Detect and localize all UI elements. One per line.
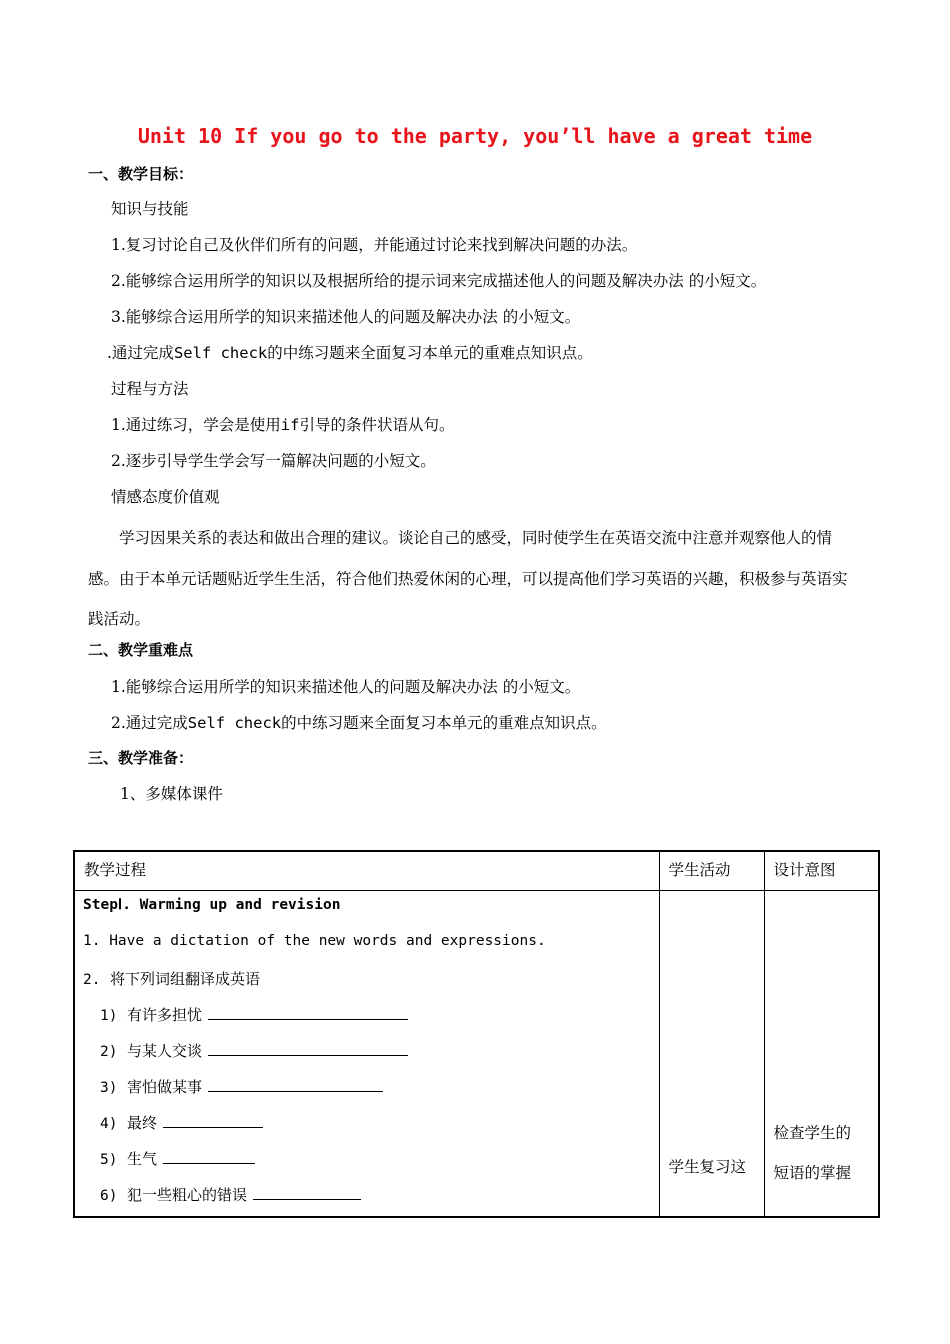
phrase-item: 3) 害怕做某事 — [100, 1076, 383, 1097]
step-line-1: 1. Have a dictation of the new words and expressions. — [83, 933, 546, 949]
process-item-1-prefix: 1.通过练习，学会是使用 — [111, 416, 281, 434]
keypoint-item-2-prefix: 2.通过完成 — [111, 714, 188, 732]
design-intent-line-1: 检查学生的 — [773, 1124, 852, 1142]
step-line-2-num: 2. — [83, 972, 101, 988]
phrase-item: 4) 最终 — [100, 1112, 263, 1133]
student-activity-text: 学生复习这 — [668, 1158, 747, 1176]
objective-item-4-mono: Self check — [173, 344, 268, 362]
objective-item-4-suffix: 的中练习题来全面复习本单元的重难点知识点。 — [267, 344, 593, 362]
section1-heading: 一、教学目标： — [88, 165, 194, 183]
objective-item-4-prefix: .通过完成 — [107, 344, 174, 362]
section3-heading: 三、教学准备： — [88, 749, 194, 767]
document-title: Unit 10 If you go to the party, you’ll have a great time — [137, 124, 813, 148]
answer-blank — [163, 1113, 263, 1128]
phrase-item: 2) 与某人交谈 — [100, 1040, 408, 1061]
step-line-2 — [83, 968, 260, 989]
objective-item-3: 3.能够综合运用所学的知识来描述他人的问题及解决办法 的小短文。 — [111, 308, 581, 326]
keypoint-item-2-mono: Self check — [187, 714, 282, 732]
phrase-item: 6) 犯一些粗心的错误 — [100, 1184, 361, 1205]
answer-blank — [163, 1149, 255, 1164]
header-student-activity: 学生活动 — [659, 851, 764, 891]
answer-blank — [253, 1185, 361, 1200]
student-activity-cell — [659, 891, 764, 1218]
step-line-2-text: 将下列词组翻译成英语 — [110, 970, 261, 988]
process-item-1-suffix: 引导的条件状语从句。 — [299, 416, 455, 434]
phrase-item: 1) 有许多担忧 — [100, 1004, 408, 1025]
attitude-paragraph: 学习因果关系的表达和做出合理的建议。谈论自己的感受，同时使学生在英语交流中注意并观察他人的情感。由于本单元话题贴近学生生活，符合他们热爱休闲的心理，可以提高他们学习英语的兴趣，积极参与英语实践活动。 — [88, 529, 848, 628]
phrase-item: 5) 生气 — [100, 1148, 255, 1169]
answer-blank — [208, 1077, 383, 1092]
section2-heading: 二、教学重难点 — [88, 641, 194, 659]
subheading-process: 过程与方法 — [111, 380, 189, 398]
answer-blank — [208, 1041, 408, 1056]
prep-item-1: 1、多媒体课件 — [120, 785, 223, 803]
process-item-2: 2.逐步引导学生学会写一篇解决问题的小短文。 — [111, 452, 436, 470]
objective-item-4 — [107, 343, 593, 363]
teaching-process-table — [73, 850, 880, 1218]
keypoint-item-2-suffix: 的中练习题来全面复习本单元的重难点知识点。 — [281, 714, 607, 732]
table-header-row — [74, 851, 879, 891]
header-design-intent: 设计意图 — [764, 851, 879, 891]
table-row — [74, 891, 879, 1218]
objective-item-2: 2.能够综合运用所学的知识以及根据所给的提示词来完成描述他人的问题及解决办法 的小短文。 — [111, 272, 767, 290]
answer-blank — [208, 1005, 408, 1020]
design-intent-line-2: 短语的掌握 — [773, 1164, 852, 1182]
keypoint-item-2 — [111, 713, 607, 733]
subheading-knowledge: 知识与技能 — [111, 200, 189, 218]
process-cell — [74, 891, 659, 1218]
objective-item-1: 1.复习讨论自己及伙伴们所有的问题，并能通过讨论来找到解决问题的办法。 — [111, 236, 638, 254]
header-process: 教学过程 — [74, 851, 659, 891]
step-title: StepⅠ. Warming up and revision — [83, 897, 341, 913]
process-item-1 — [111, 415, 454, 435]
design-intent-cell — [764, 891, 879, 1218]
process-item-1-mono: if — [280, 416, 300, 434]
subheading-attitude: 情感态度价值观 — [111, 488, 220, 506]
keypoint-item-1: 1.能够综合运用所学的知识来描述他人的问题及解决办法 的小短文。 — [111, 678, 581, 696]
